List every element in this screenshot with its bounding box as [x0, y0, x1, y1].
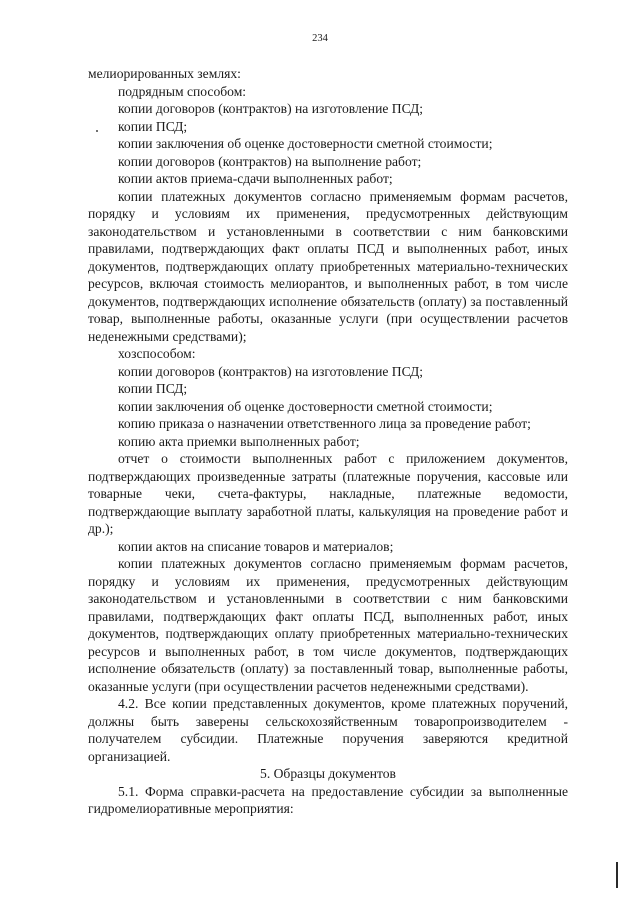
page-number: 234: [312, 33, 328, 44]
paragraph-2: копии договоров (контрактов) на изготовление ПСД;: [118, 101, 424, 116]
paragraph-17: 4.2. Все копии представленных документов, кроме платежных поручений, должны быть заверены сельскохозяйственным товаропроизводителем - получателем субсидии. Платежные поручения заверяются кредитной организацией.: [88, 696, 568, 764]
document-body: [88, 65, 568, 818]
paragraph-0: мелиорированных землях:: [88, 66, 241, 81]
paragraph-15: копии актов на списание товаров и материалов;: [118, 538, 394, 554]
paragraph-5: копии договоров (контрактов) на выполнение работ;: [118, 153, 422, 169]
paragraph-7: копии платежных документов согласно применяемым формам расчетов, порядку и условиям их применения, предусмотренных действующим законодательством и установленными в соответствии с ним банковскими правилами, подтверждающих факт оплаты ПСД и выполненных работ, иных документов, подтверждающих оплату приобретенных материально-технических ресурсов, включая стоимость мелиорантов, и выполненных работ, в том числе документов, подтверждающих исполнение обязательств (оплату) за поставленный товар, выполненные работы, оказанные услуги (при осуществлении расчетов неденежными средствами);: [88, 188, 568, 344]
paragraph-1: подрядным способом:: [118, 83, 247, 99]
scan-edge-mark: [616, 862, 618, 888]
paragraph-13: копию акта приемки выполненных работ;: [118, 433, 360, 449]
final-paragraph: 5.1. Форма справки-расчета на предоставление субсидии за выполненные гидромелиоративные мероприятия:: [88, 783, 568, 816]
paragraph-11: копии заключения об оценке достоверности сметной стоимости;: [118, 398, 493, 414]
paragraph-12: копию приказа о назначении ответственного лица за проведение работ;: [118, 416, 531, 431]
paragraph-3: копии ПСД;: [118, 118, 188, 134]
paragraph-6: копии актов приема-сдачи выполненных работ;: [118, 171, 393, 186]
paragraph-16: копии платежных документов согласно применяемым формам расчетов, порядку и условиям их применения, предусмотренных действующим законодательством и установленными в соответствии с ним банковскими правилами, подтверждающих факт оплаты ПСД, выполненных работ, иных документов, подтверждающих оплату приобретенных материально-технических ресурсов и выполненных работ, в том числе документов, подтверждающих исполнение обязательств (оплату) за поставленный товар, выполненные работы, оказанные услуги (при осуществлении расчетов неденежными средствами).: [88, 556, 568, 694]
paragraph-8: хозспособом:: [118, 346, 196, 361]
paragraph-4: копии заключения об оценке достоверности сметной стоимости;: [118, 136, 493, 151]
paragraph-10: копии ПСД;: [118, 381, 188, 396]
section-title: 5. Образцы документов: [260, 766, 396, 781]
paragraph-9: копии договоров (контрактов) на изготовление ПСД;: [118, 363, 424, 379]
paragraph-14: отчет о стоимости выполненных работ с приложением документов, подтверждающих произведенные затраты (платежные поручения, кассовые или товарные чеки, счета-фактуры, накладные, платежные ведомости, подтверждающие выплату заработной платы, калькуляция на проведение работ и др.);: [88, 451, 568, 536]
